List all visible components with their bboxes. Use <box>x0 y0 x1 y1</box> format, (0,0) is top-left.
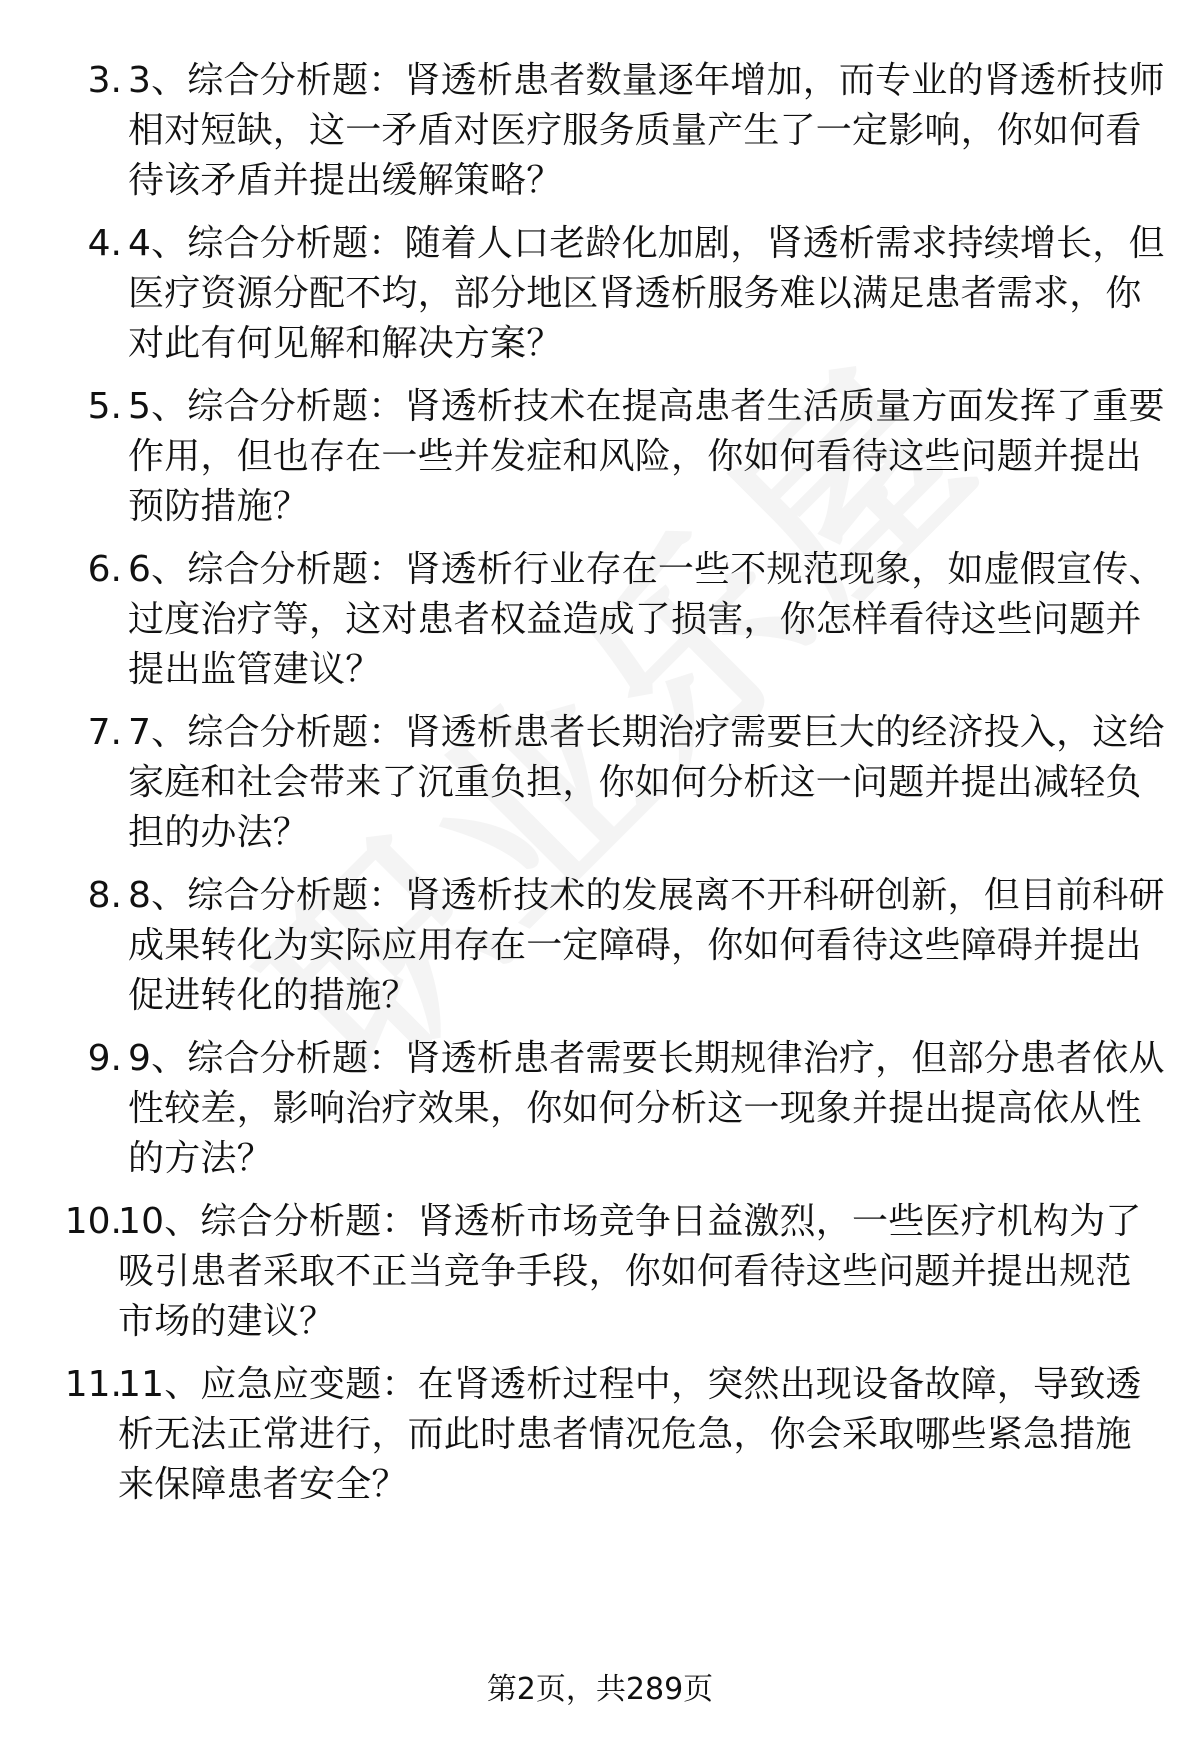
question-text-line: 4、综合分析题：随着人口老龄化加剧，肾透析需求持续增长，但 <box>128 223 1165 264</box>
question-item <box>0 871 1200 1021</box>
question-text-line: 医疗资源分配不均，部分地区肾透析服务难以满足患者需求，你 <box>128 273 1142 314</box>
question-text <box>128 1034 1168 1184</box>
question-number: 5. <box>87 386 122 427</box>
question-text-line: 提出监管建议？ <box>128 649 382 690</box>
question-text-line: 3、综合分析题：肾透析患者数量逐年增加，而专业的肾透析技师 <box>128 60 1165 101</box>
question-text <box>118 1360 1158 1510</box>
question-item <box>0 56 1200 206</box>
question-text-line: 来保障患者安全？ <box>118 1464 408 1505</box>
question-text-line: 性较差，影响治疗效果，你如何分析这一现象并提出提高依从性 <box>128 1088 1142 1129</box>
question-text-line: 9、综合分析题：肾透析患者需要长期规律治疗，但部分患者依从 <box>128 1038 1165 1079</box>
question-text <box>118 1197 1158 1347</box>
question-text-line: 5、综合分析题：肾透析技术在提高患者生活质量方面发挥了重要 <box>128 386 1165 427</box>
question-text <box>128 545 1168 695</box>
question-text-line: 对此有何见解和解决方案？ <box>128 323 563 364</box>
question-text-line: 7、综合分析题：肾透析患者长期治疗需要巨大的经济投入，这给 <box>128 712 1165 753</box>
question-item <box>0 382 1200 532</box>
question-text-line: 预防措施？ <box>128 486 310 527</box>
question-text <box>128 382 1168 532</box>
question-text <box>128 219 1168 369</box>
page-footer: 第2页，共289页 <box>486 1672 714 1707</box>
question-text-line: 促进转化的措施？ <box>128 975 418 1016</box>
question-text <box>128 871 1168 1021</box>
question-number: 4. <box>87 223 122 264</box>
question-text-line: 8、综合分析题：肾透析技术的发展离不开科研创新，但目前科研 <box>128 875 1165 916</box>
question-text-line: 家庭和社会带来了沉重负担，你如何分析这一问题并提出减轻负 <box>128 762 1142 803</box>
question-text-line: 过度治疗等，这对患者权益造成了损害，你怎样看待这些问题并 <box>128 599 1142 640</box>
question-number: 8. <box>87 875 122 916</box>
question-item <box>0 708 1200 858</box>
question-text <box>128 708 1168 858</box>
question-item <box>0 219 1200 369</box>
question-text <box>128 56 1168 206</box>
question-number: 6. <box>87 549 122 590</box>
question-text-line: 作用，但也存在一些并发症和风险，你如何看待这些问题并提出 <box>128 436 1142 477</box>
question-item <box>0 1360 1200 1510</box>
question-number: 3. <box>87 60 122 101</box>
question-text-line: 10、综合分析题：肾透析市场竞争日益激烈，一些医疗机构为了 <box>118 1201 1142 1242</box>
question-number: 7. <box>87 712 122 753</box>
question-text-line: 的方法？ <box>128 1138 273 1179</box>
question-text-line: 吸引患者采取不正当竞争手段，你如何看待这些问题并提出规范 <box>118 1251 1132 1292</box>
question-number: 10. <box>64 1201 122 1242</box>
question-text-line: 6、综合分析题：肾透析行业存在一些不规范现象，如虚假宣传、 <box>128 549 1165 590</box>
question-number: 9. <box>87 1038 122 1079</box>
question-number: 11. <box>64 1364 122 1405</box>
question-text-line: 待该矛盾并提出缓解策略？ <box>128 160 563 201</box>
question-item <box>0 545 1200 695</box>
question-text-line: 析无法正常进行，而此时患者情况危急，你会采取哪些紧急措施 <box>118 1414 1132 1455</box>
question-text-line: 11、应急应变题：在肾透析过程中，突然出现设备故障，导致透 <box>118 1364 1142 1405</box>
question-text-line: 担的办法？ <box>128 812 310 853</box>
question-item <box>0 1034 1200 1184</box>
question-item <box>0 1197 1200 1347</box>
question-text-line: 市场的建议？ <box>118 1301 336 1342</box>
question-text-line: 相对短缺，这一矛盾对医疗服务质量产生了一定影响，你如何看 <box>128 110 1142 151</box>
question-text-line: 成果转化为实际应用存在一定障碍，你如何看待这些障碍并提出 <box>128 925 1142 966</box>
